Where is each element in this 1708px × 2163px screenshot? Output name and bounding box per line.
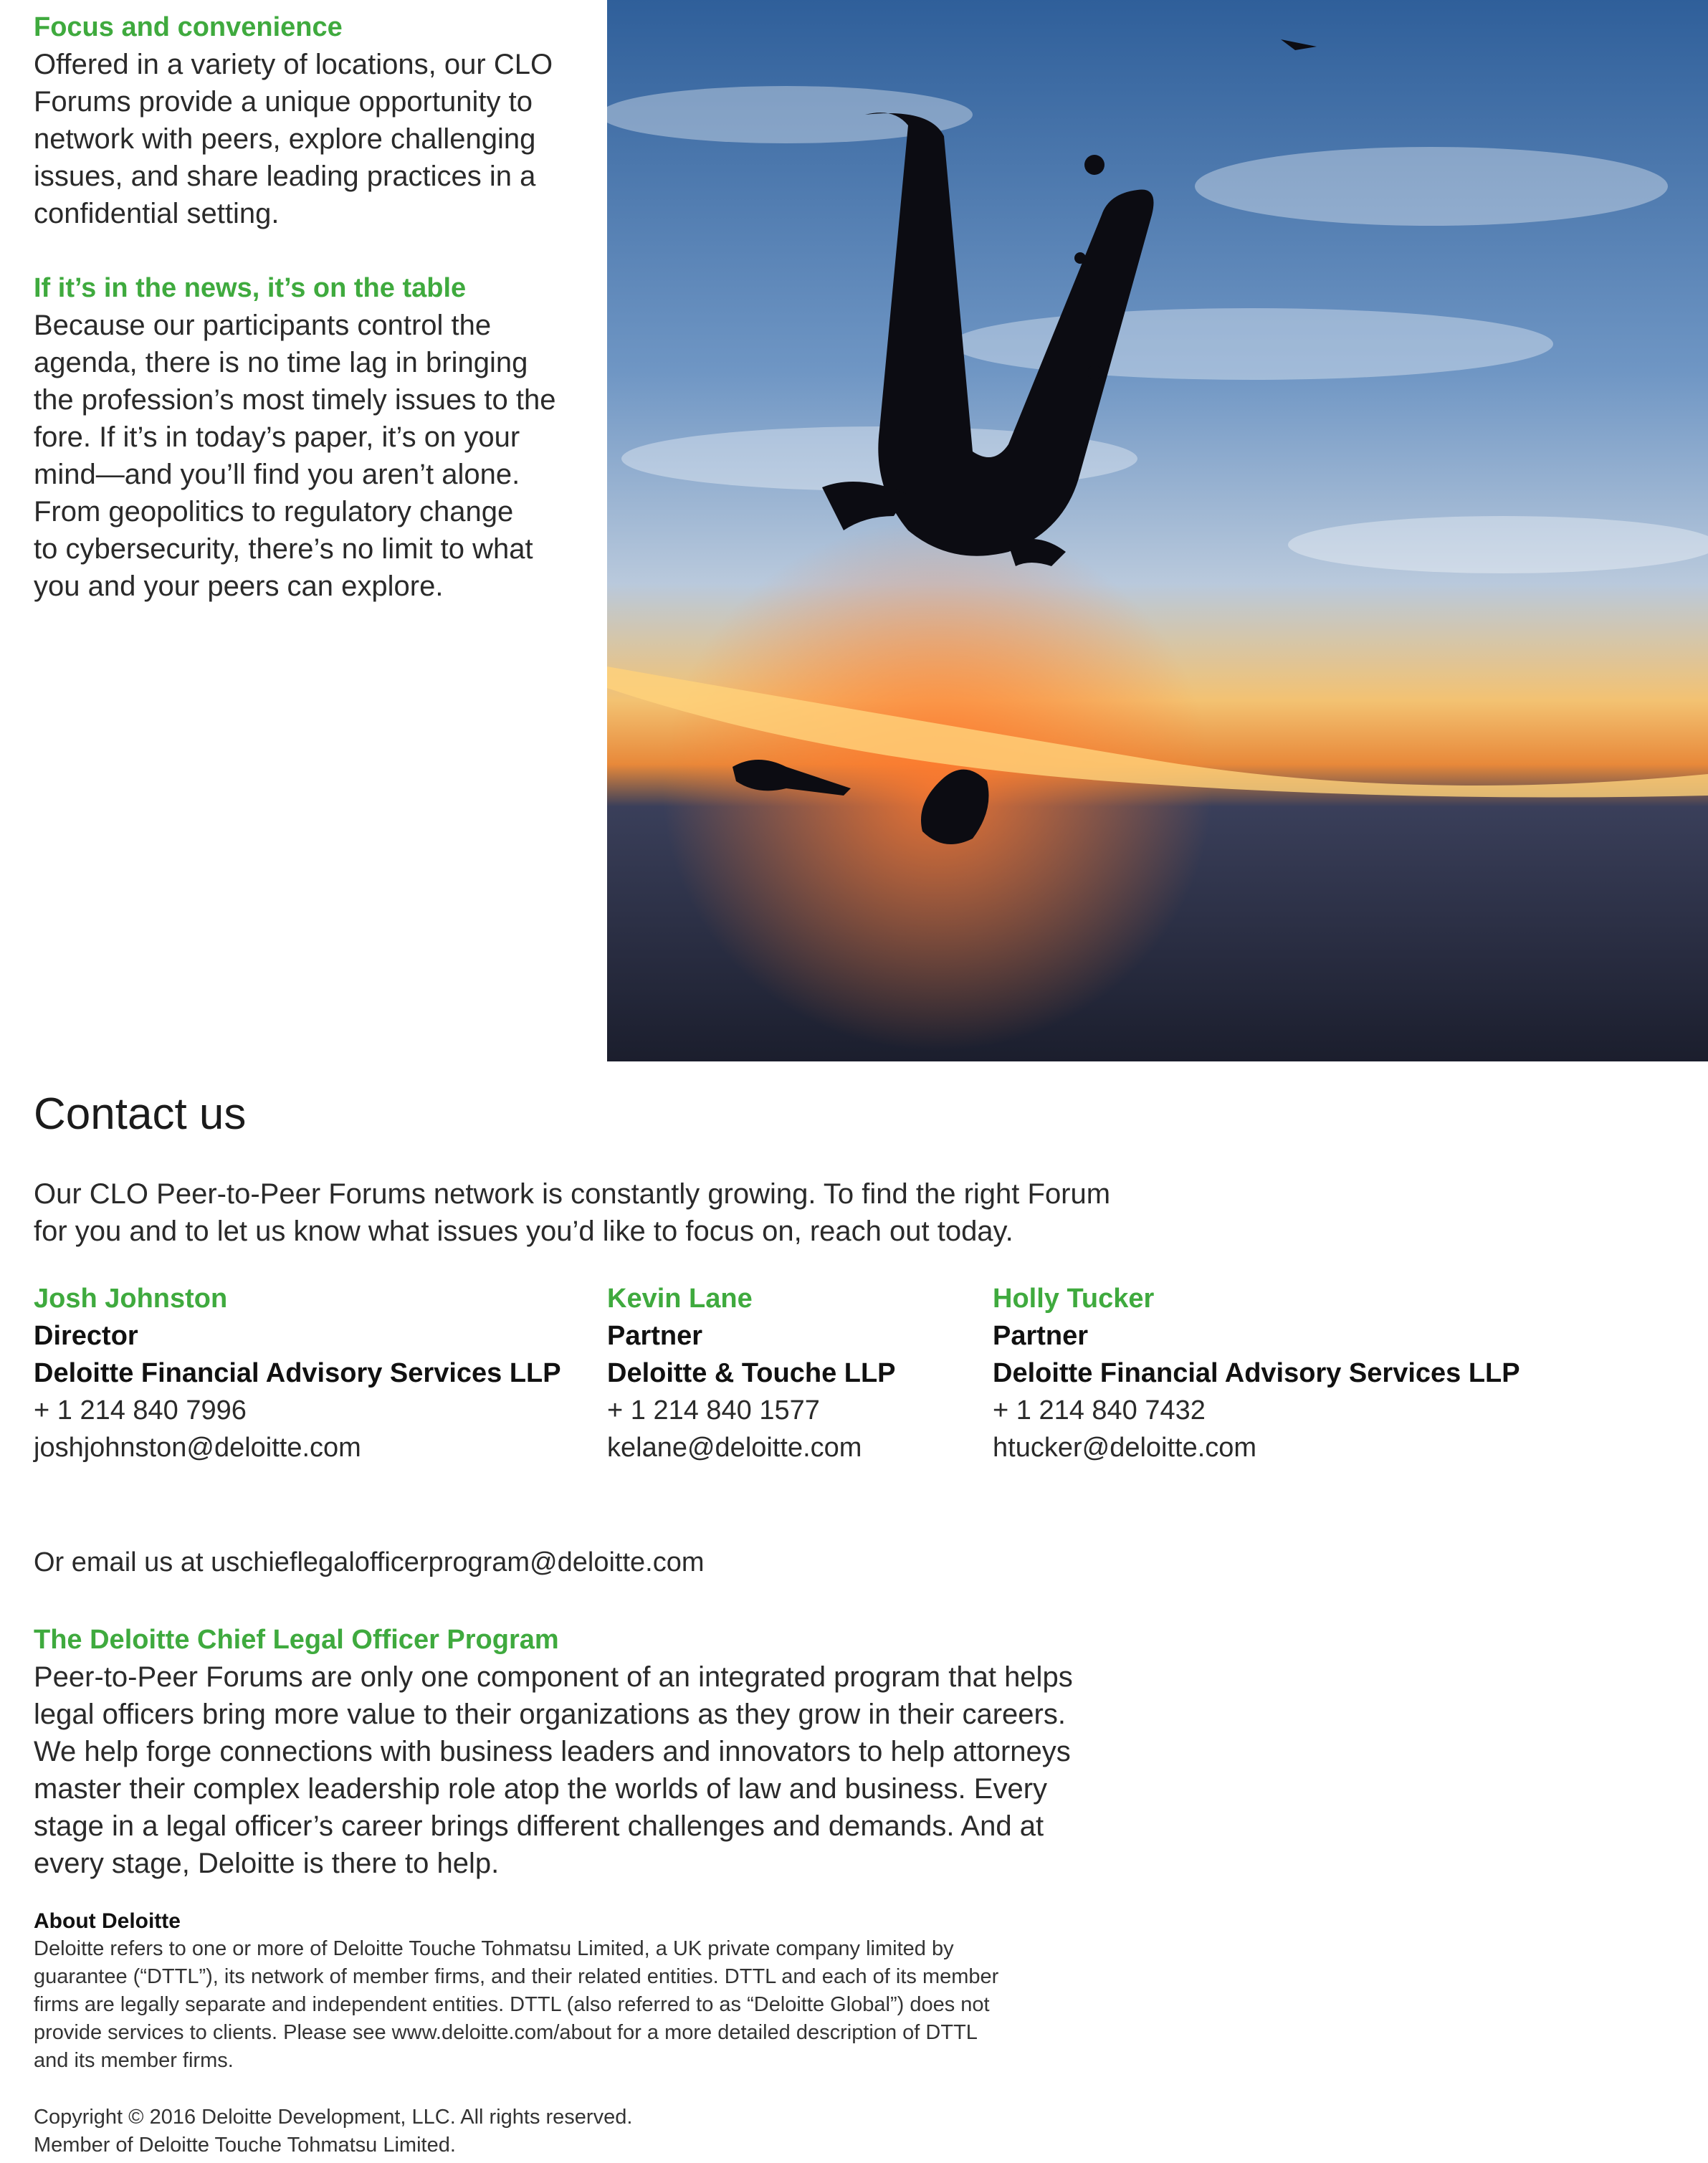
text-line: agenda, there is no time lag in bringing	[34, 347, 528, 378]
contact-firm: Deloitte Financial Advisory Services LLP	[993, 1358, 1520, 1388]
contact-email[interactable]: kelane@deloitte.com	[607, 1433, 862, 1463]
text-line: Forums provide a unique opportunity to	[34, 86, 533, 118]
contact-email[interactable]: htucker@deloitte.com	[993, 1433, 1257, 1463]
contact-firm: Deloitte & Touche LLP	[607, 1358, 896, 1388]
about-body	[34, 1935, 1109, 2075]
contact-role: Partner	[993, 1321, 1089, 1351]
program-body	[34, 1658, 1152, 1882]
text-line: issues, and share leading practices in a	[34, 161, 536, 192]
intro-column	[34, 9, 586, 605]
copyright-notice	[34, 2104, 632, 2159]
text-line: Offered in a variety of locations, our CLO	[34, 49, 553, 80]
contact-intro	[34, 1175, 1152, 1250]
contact-card-holly-tucker	[993, 1280, 1520, 1466]
text-line: Because our participants control the	[34, 310, 492, 341]
section-body-news	[34, 307, 586, 605]
photo-illustration	[607, 0, 1708, 1061]
text-line: confidential setting.	[34, 198, 280, 229]
contact-firm: Deloitte Financial Advisory Services LLP	[34, 1358, 561, 1388]
contact-name: Holly Tucker	[993, 1284, 1155, 1314]
text-line: for you and to let us know what issues you’d like to focus on, reach out today.	[34, 1216, 1013, 1247]
text-line: Member of Deloitte Touche Tohmatsu Limited.	[34, 2134, 456, 2157]
contact-card-josh-johnston	[34, 1280, 561, 1466]
program-email[interactable]: Or email us at uschieflegalofficerprogram@deloitte.com	[34, 1547, 705, 1577]
contact-phone[interactable]: + 1 214 840 1577	[607, 1395, 820, 1426]
text-line: mind—and you’ll find you aren’t alone.	[34, 459, 520, 490]
text-line: guarantee (“DTTL”), its network of member firms, and their related entities. DTTL and each of its member	[34, 1965, 999, 1988]
text-line: network with peers, explore challenging	[34, 123, 536, 155]
text-line: Copyright © 2016 Deloitte Development, LLC. All rights reserved.	[34, 2106, 633, 2129]
program-title: The Deloitte Chief Legal Officer Program	[34, 1625, 559, 1655]
skydivers-photo	[607, 0, 1708, 1061]
contact-phone[interactable]: + 1 214 840 7996	[34, 1395, 247, 1426]
contact-heading: Contact us	[34, 1089, 247, 1139]
text-line: stage in a legal officer’s career brings different challenges and demands. And at	[34, 1810, 1044, 1842]
text-line: From geopolitics to regulatory change	[34, 496, 514, 527]
about-deloitte-section	[34, 1908, 1109, 2075]
section-body-focus	[34, 46, 586, 232]
text-line: Peer-to-Peer Forums are only one component of an integrated program that helps	[34, 1661, 1073, 1693]
contact-phone[interactable]: + 1 214 840 7432	[993, 1395, 1206, 1426]
contact-card-kevin-lane	[607, 1280, 896, 1466]
contact-name: Kevin Lane	[607, 1284, 753, 1314]
section-title-news: If it’s in the news, it’s on the table	[34, 273, 467, 303]
section-title-focus: Focus and convenience	[34, 12, 343, 42]
contact-role: Partner	[607, 1321, 703, 1351]
text-line: you and your peers can explore.	[34, 570, 444, 602]
text-line: master their complex leadership role atop the worlds of law and business. Every	[34, 1773, 1048, 1805]
text-line: provide services to clients. Please see www.deloitte.com/about for a more detailed description of DTTL	[34, 2021, 978, 2044]
contact-email[interactable]: joshjohnston@deloitte.com	[34, 1433, 361, 1463]
text-line: fore. If it’s in today’s paper, it’s on your	[34, 421, 520, 453]
text-line: Deloitte refers to one or more of Deloitte Touche Tohmatsu Limited, a UK private company limited by	[34, 1937, 954, 1960]
text-line: and its member firms.	[34, 2049, 234, 2072]
about-title: About Deloitte	[34, 1909, 181, 1933]
text-line: to cybersecurity, there’s no limit to what	[34, 533, 533, 565]
text-line: legal officers bring more value to their organizations as they grow in their careers.	[34, 1699, 1066, 1730]
contact-name: Josh Johnston	[34, 1284, 228, 1314]
text-line: the profession’s most timely issues to the	[34, 384, 556, 416]
contact-role: Director	[34, 1321, 138, 1351]
clo-program-section	[34, 1621, 1152, 1882]
text-line: We help forge connections with business leaders and innovators to help attorneys	[34, 1736, 1071, 1767]
text-line: firms are legally separate and independent entities. DTTL (also referred to as “Deloitte Global”) does not	[34, 1993, 990, 2016]
text-line: every stage, Deloitte is there to help.	[34, 1848, 500, 1879]
text-line: Our CLO Peer-to-Peer Forums network is constantly growing. To find the right Forum	[34, 1178, 1111, 1210]
